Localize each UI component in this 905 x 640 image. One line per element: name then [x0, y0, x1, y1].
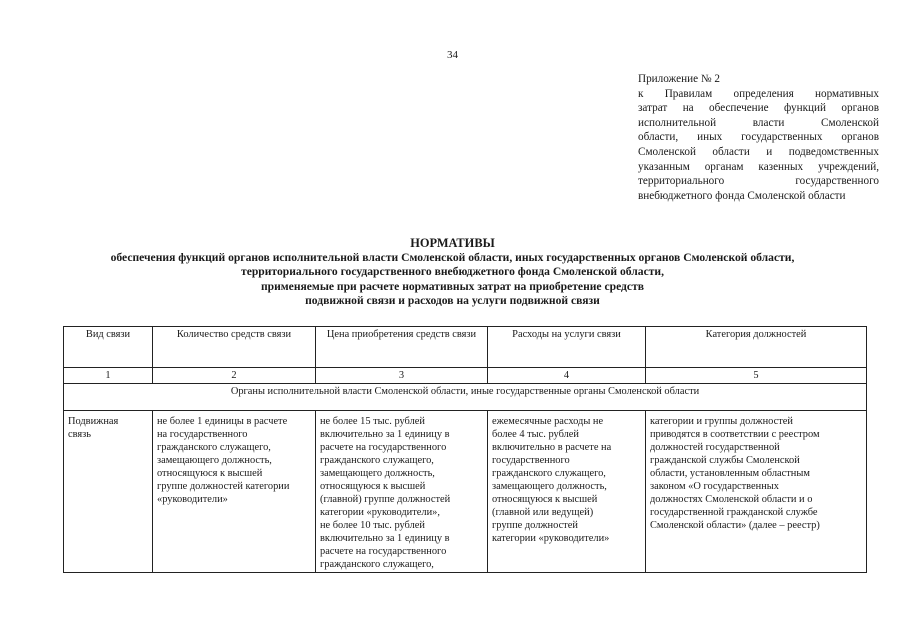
- heading-line: территориального государственного внебюджетного фонда Смоленской области,: [241, 265, 664, 279]
- cell-line: (главной) группе должностей: [320, 494, 451, 505]
- column-number: 4: [488, 368, 646, 384]
- section-title: Органы исполнительной власти Смоленской области, иные государственные органы Смоленской области: [64, 384, 867, 411]
- cell-line: приводятся в соответствии с реестром: [650, 429, 820, 440]
- page-number: 34: [447, 49, 458, 61]
- appendix-line: к Правилам определения нормативных: [638, 87, 879, 100]
- cell-line: государственной гражданской службе: [650, 507, 818, 518]
- cell-service-costs: [488, 411, 646, 573]
- cell-line: включительно за 1 единицу в: [320, 429, 450, 440]
- appendix-line: внебюджетного фонда Смоленской области: [638, 189, 846, 202]
- norms-table: [63, 326, 867, 573]
- column-number: 3: [316, 368, 488, 384]
- cell-line: включительно за 1 единицу в: [320, 533, 450, 544]
- cell-line: Смоленской области» (далее – реестр): [650, 520, 820, 531]
- cell-line: не более 1 единицы в расчете: [157, 416, 288, 427]
- cell-line: Подвижная: [68, 416, 119, 427]
- table-row: [64, 411, 867, 573]
- cell-line: гражданского служащего,: [320, 455, 434, 466]
- appendix-line: указанным органам казенных учреждений,: [638, 160, 879, 173]
- cell-line: связь: [68, 429, 92, 440]
- cell-position-category: [646, 411, 867, 573]
- cell-line: расчете на государственного: [320, 442, 447, 453]
- header-cell: Категория должностей: [646, 327, 867, 368]
- cell-line: замещающего должность,: [320, 468, 435, 479]
- column-number: 2: [153, 368, 316, 384]
- cell-line: должностей государственной: [650, 442, 780, 453]
- cell-price: [316, 411, 488, 573]
- heading-line: применяемые при расчете нормативных затрат на приобретение средств: [260, 279, 645, 293]
- cell-line: гражданского служащего,: [157, 442, 271, 453]
- appendix-line: Смоленской области и подведомственных: [638, 145, 879, 158]
- cell-line: государственного: [492, 455, 570, 466]
- cell-line: группе должностей: [492, 520, 578, 531]
- document-heading: [0, 236, 905, 309]
- appendix-line: исполнительной власти Смоленской: [638, 116, 879, 129]
- cell-line: (главной или ведущей): [492, 507, 594, 518]
- cell-line: категории и группы должностей: [650, 416, 793, 427]
- cell-line: относящуюся к высшей: [492, 494, 598, 505]
- cell-line: замещающего должность,: [492, 481, 607, 492]
- cell-line: гражданской службы Смоленской: [650, 455, 800, 466]
- cell-line: более 4 тыс. рублей: [492, 429, 579, 440]
- cell-line: гражданского служащего,: [320, 559, 434, 570]
- header-cell: Расходы на услуги связи: [488, 327, 646, 368]
- appendix-line: затрат на обеспечение функций органов: [638, 102, 879, 115]
- cell-line: относящуюся к высшей: [157, 468, 263, 479]
- cell-line: «руководители»: [157, 494, 228, 505]
- heading-line: обеспечения функций органов исполнительной власти Смоленской области, иных государственных органов Смоленской области,: [110, 250, 795, 264]
- cell-line: включительно в расчете на: [492, 442, 612, 453]
- cell-line: на государственного: [157, 429, 248, 440]
- appendix-line: территориального государственного: [638, 175, 879, 188]
- cell-line: законом «О государственных: [650, 481, 779, 492]
- cell-line: области, установленным областным: [650, 468, 810, 479]
- cell-line: замещающего должность,: [157, 455, 272, 466]
- cell-quantity: [153, 411, 316, 573]
- cell-line: должностях Смоленской области и о: [650, 494, 813, 505]
- cell-line: гражданского служащего,: [492, 468, 606, 479]
- heading-title: НОРМАТИВЫ: [410, 236, 495, 250]
- column-number: 1: [64, 368, 153, 384]
- cell-line: категории «руководители»,: [320, 507, 440, 518]
- cell-line: группе должностей категории: [157, 481, 290, 492]
- heading-line: подвижной связи и расходов на услуги подвижной связи: [305, 294, 600, 308]
- appendix-block: [638, 72, 879, 203]
- cell-line: не более 10 тыс. рублей: [320, 520, 425, 531]
- table-header-row: [64, 327, 867, 368]
- column-number-row: [64, 368, 867, 384]
- cell-connection-type: [64, 411, 153, 573]
- cell-line: не более 15 тыс. рублей: [320, 416, 425, 427]
- cell-line: категории «руководители»: [492, 533, 610, 544]
- cell-line: ежемесячные расходы не: [492, 416, 604, 427]
- appendix-line: области, иных государственных органов: [638, 131, 879, 144]
- header-cell: Цена приобретения средств связи: [316, 327, 488, 368]
- cell-line: относящуюся к высшей: [320, 481, 426, 492]
- column-number: 5: [646, 368, 867, 384]
- header-cell: Вид связи: [64, 327, 153, 368]
- cell-line: расчете на государственного: [320, 546, 447, 557]
- appendix-title: Приложение № 2: [638, 73, 720, 85]
- header-cell: Количество средств связи: [153, 327, 316, 368]
- section-row: [64, 384, 867, 411]
